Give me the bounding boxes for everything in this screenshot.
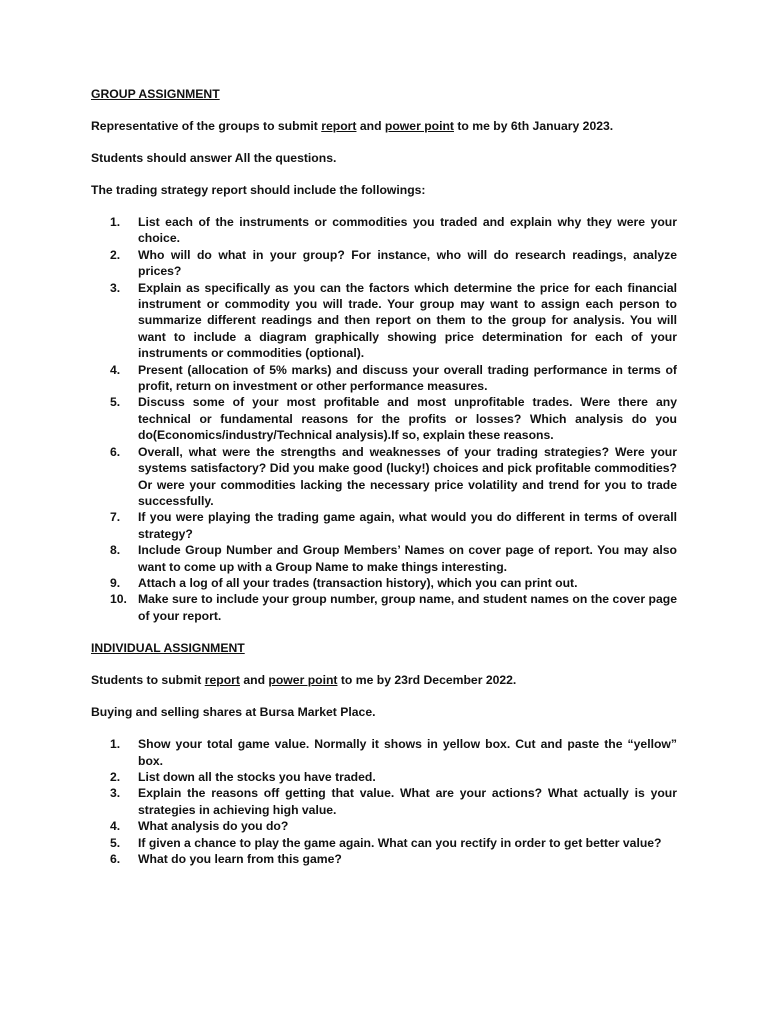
list-item bbox=[91, 736, 677, 769]
individual-question-list bbox=[91, 736, 677, 867]
item-text: Explain the reasons off getting that value. What are your actions? What actually is your strategies in achieving high value. bbox=[138, 786, 677, 817]
item-text: If given a chance to play the game again. What can you rectify in order to get better value? bbox=[138, 835, 662, 850]
item-text: Present (allocation of 5% marks) and discuss your overall trading performance in terms of profit, return on investment or other performance measures. bbox=[138, 362, 677, 394]
list-item bbox=[91, 362, 677, 395]
list-item bbox=[91, 769, 677, 785]
item-text: Discuss some of your most profitable and most unprofitable trades. Were there any technical or fundamental reasons for the profits or losses? Which analysis do you do(Economics/industry/Technical analysis).If so, explain these reasons. bbox=[138, 395, 677, 443]
group-note: Students should answer All the questions. bbox=[91, 151, 337, 165]
individual-intro-post: to me by 23rd December 2022. bbox=[337, 673, 517, 688]
item-text: Explain as specifically as you can the factors which determine the price for each financial instrument or commodity you will trade. Your group may want to assign each person to summarize different readings and then report on them to the group for analysis. You will want to include a diagram graphically showing price determination for each of your instruments or commodities (optional). bbox=[138, 280, 677, 361]
item-number: 3. bbox=[110, 786, 121, 801]
list-item bbox=[91, 818, 677, 834]
item-number: 6. bbox=[110, 444, 121, 459]
group-intro-mid: and bbox=[356, 119, 385, 133]
list-item bbox=[91, 835, 677, 851]
item-text: Attach a log of all your trades (transaction history), which you can print out. bbox=[138, 575, 578, 590]
list-item bbox=[91, 785, 677, 818]
list-item bbox=[91, 575, 677, 591]
item-number: 7. bbox=[110, 510, 121, 525]
group-intro-pre: Representative of the groups to submit bbox=[91, 119, 322, 133]
list-item bbox=[91, 591, 677, 624]
item-number: 1. bbox=[110, 215, 121, 229]
group-lead: The trading strategy report should include the followings: bbox=[91, 183, 426, 197]
group-question-list bbox=[91, 214, 677, 624]
individual-lead: Buying and selling shares at Bursa Market Place. bbox=[91, 705, 376, 720]
item-number: 6. bbox=[110, 852, 121, 866]
item-number: 8. bbox=[110, 543, 121, 558]
item-number: 4. bbox=[110, 819, 121, 834]
item-text: List down all the stocks you have traded. bbox=[138, 769, 376, 784]
list-item bbox=[91, 851, 677, 867]
group-powerpoint-text: power point bbox=[384, 119, 454, 133]
item-number: 5. bbox=[110, 395, 121, 410]
individual-intro-mid: and bbox=[239, 673, 269, 688]
item-text: What do you learn from this game? bbox=[138, 852, 342, 866]
item-number: 2. bbox=[110, 247, 121, 262]
item-number: 5. bbox=[110, 835, 121, 850]
item-text: Show your total game value. Normally it shows in yellow box. Cut and paste the “yellow” box. bbox=[138, 737, 677, 768]
group-assignment-heading: GROUP ASSIGNMENT bbox=[91, 87, 220, 101]
group-submission-instruction bbox=[91, 118, 677, 134]
document-page bbox=[91, 86, 677, 867]
item-number: 1. bbox=[110, 737, 121, 752]
item-number: 2. bbox=[110, 769, 121, 784]
item-number: 10. bbox=[110, 592, 127, 607]
group-intro-post: to me by 6th January 2023. bbox=[453, 119, 614, 133]
list-item bbox=[91, 214, 677, 247]
group-report-text: report bbox=[321, 119, 357, 133]
individual-intro-pre: Students to submit bbox=[91, 673, 205, 688]
item-text: Who will do what in your group? For instance, who will do research readings, analyze prices? bbox=[138, 247, 677, 279]
individual-report-text: report bbox=[204, 673, 240, 688]
list-item bbox=[91, 542, 677, 575]
list-item bbox=[91, 394, 677, 443]
item-text: What analysis do you do? bbox=[138, 819, 289, 834]
item-number: 3. bbox=[110, 280, 121, 295]
list-item bbox=[91, 280, 677, 362]
individual-submission-instruction bbox=[91, 672, 677, 688]
item-text: List each of the instruments or commodities you traded and explain why they were your choice. bbox=[138, 215, 677, 246]
item-text: Include Group Number and Group Members’ Names on cover page of report. You may also want to come up with a Group Name to make things interesting. bbox=[138, 543, 677, 574]
item-text: Overall, what were the strengths and weaknesses of your trading strategies? Were your systems satisfactory? Did you make good (lucky!) choices and pick profitable commodities? Or were your commodities lacking the necessary price volatility and trend for you to trade successfully. bbox=[138, 444, 677, 508]
individual-powerpoint-text: power point bbox=[268, 673, 338, 688]
list-item bbox=[91, 509, 677, 542]
list-item bbox=[91, 444, 677, 510]
item-text: Make sure to include your group number, group name, and student names on the cover page of your report. bbox=[138, 592, 677, 623]
individual-assignment-heading: INDIVIDUAL ASSIGNMENT bbox=[91, 641, 245, 656]
item-number: 4. bbox=[110, 362, 121, 377]
list-item bbox=[91, 247, 677, 280]
item-text: If you were playing the trading game again, what would you do different in terms of overall strategy? bbox=[138, 510, 677, 541]
item-number: 9. bbox=[110, 575, 121, 590]
